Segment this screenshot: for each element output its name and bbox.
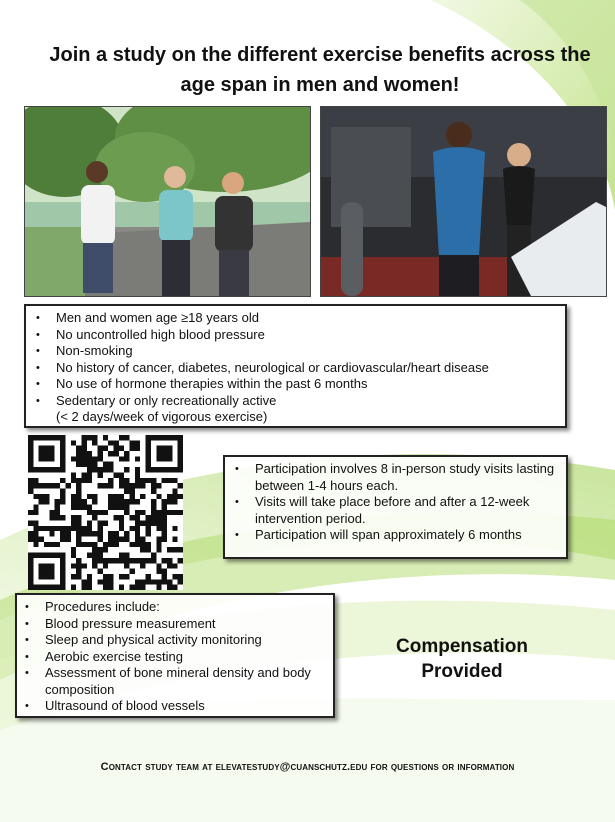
list-item-continuation: (< 2 days/week of vigorous exercise) <box>56 409 268 424</box>
list-item: • Men and women age ≥18 years old <box>28 310 565 327</box>
list-item: • Aerobic exercise testing <box>17 649 329 666</box>
eligibility-list <box>28 310 565 426</box>
list-item: • No uncontrolled high blood pressure <box>28 327 565 344</box>
list-item: • Procedures include: <box>17 599 329 616</box>
list-item: • Sleep and physical activity monitoring <box>17 632 329 649</box>
treadmill-photo <box>320 106 607 297</box>
compensation-text: Compensation Provided <box>396 636 528 682</box>
list-item: • No history of cancer, diabetes, neurological or cardiovascular/heart disease <box>28 360 565 377</box>
list-item: • Blood pressure measurement <box>17 616 329 633</box>
list-item: • Participation will span approximately 6 months <box>227 527 560 544</box>
contact-line: Contact study team at elevatestudy@cuanschutz.edu for questions or information <box>100 761 515 773</box>
participation-box <box>223 455 568 559</box>
procedures-box <box>15 593 335 718</box>
eligibility-criteria-box <box>24 304 567 428</box>
participation-list <box>227 461 560 544</box>
list-item: • No use of hormone therapies within the past 6 months <box>28 376 565 393</box>
list-item: • Visits will take place before and after a 12-week intervention period. <box>227 494 560 527</box>
qr-code-icon[interactable] <box>28 435 183 590</box>
list-item: • Ultrasound of blood vessels <box>17 698 329 715</box>
list-item: • Participation involves 8 in-person study visits lasting between 1-4 hours each. <box>227 461 560 494</box>
list-item: • Non-smoking <box>28 343 565 360</box>
procedures-list <box>17 599 329 715</box>
page-title: Join a study on the different exercise benefits across the age span in men and women! <box>49 44 591 96</box>
walkers-photo <box>24 106 311 297</box>
list-item: • Assessment of bone mineral density and body composition <box>17 665 329 698</box>
list-item: • Sedentary or only recreationally active <box>28 393 565 410</box>
